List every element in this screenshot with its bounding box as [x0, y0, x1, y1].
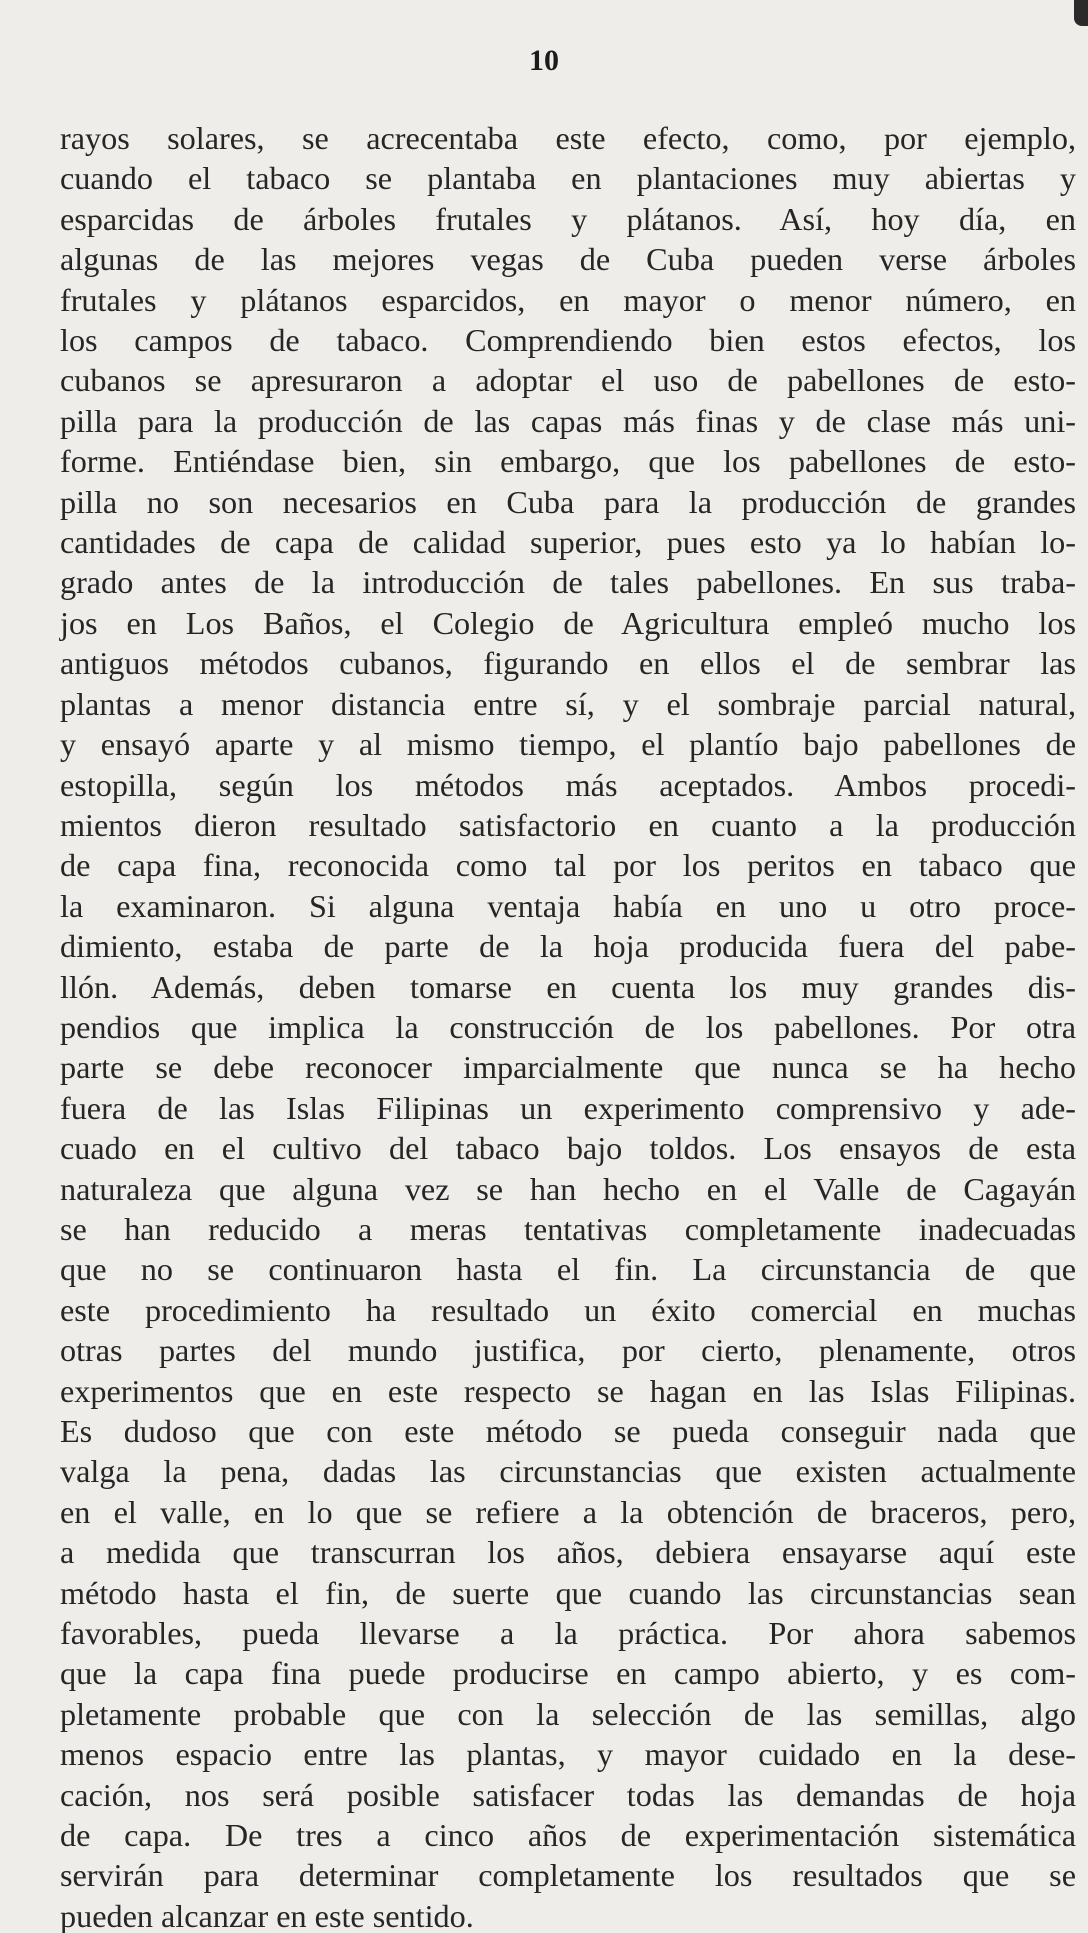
page-edge-shadow — [1074, 0, 1088, 26]
text-line: frutales y plátanos esparcidos, en mayor o menor número, en — [60, 281, 1076, 318]
page-number: 10 — [529, 44, 559, 77]
text-line: cantidades de capa de calidad superior, pues esto ya lo habían lo- — [60, 524, 1076, 561]
text-line: este procedimiento ha resultado un éxito comercial en muchas — [60, 1291, 1076, 1328]
text-line: se han reducido a meras tentativas completamente inadecuadas — [60, 1210, 1076, 1247]
text-line: cación, nos será posible satisfacer todas las demandas de hoja — [60, 1776, 1076, 1813]
text-line: cuado en el cultivo del tabaco bajo toldos. Los ensayos de esta — [60, 1130, 1076, 1167]
text-line: estopilla, según los métodos más aceptados. Ambos procedi- — [60, 766, 1076, 803]
text-line: cubanos se apresuraron a adoptar el uso de pabellones de esto- — [60, 362, 1076, 399]
text-line: valga la pena, dadas las circunstancias que existen actualmente — [60, 1453, 1076, 1490]
text-line: llón. Además, deben tomarse en cuenta los muy grandes dis- — [60, 968, 1076, 1005]
text-line: favorables, pueda llevarse a la práctica. Por ahora sabemos — [60, 1615, 1076, 1652]
text-line: forme. Entiéndase bien, sin embargo, que los pabellones de esto- — [60, 443, 1076, 480]
body-text — [60, 118, 1076, 1933]
text-line-last: pueden alcanzar en este sentido. — [60, 1897, 474, 1933]
text-line: rayos solares, se acrecentaba este efecto, como, por ejemplo, — [60, 120, 1076, 156]
text-line: pendios que implica la construcción de los pabellones. Por otra — [60, 1008, 1076, 1045]
text-line: que no se continuaron hasta el fin. La circunstancia de que — [60, 1251, 1076, 1288]
text-line: método hasta el fin, de suerte que cuando las circunstancias sean — [60, 1574, 1076, 1611]
text-line: servirán para determinar completamente los resultados que se — [60, 1857, 1076, 1894]
text-line: menos espacio entre las plantas, y mayor cuidado en la dese- — [60, 1736, 1076, 1773]
text-line: antiguos métodos cubanos, figurando en ellos el de sembrar las — [60, 645, 1076, 682]
text-line: esparcidas de árboles frutales y plátanos. Así, hoy día, en — [60, 200, 1076, 237]
text-line: los campos de tabaco. Comprendiendo bien estos efectos, los — [60, 322, 1076, 359]
text-line: y ensayó aparte y al mismo tiempo, el plantío bajo pabellones de — [60, 726, 1076, 763]
text-line: pletamente probable que con la selección de las semillas, algo — [60, 1695, 1076, 1732]
text-line: otras partes del mundo justifica, por cierto, plenamente, otros — [60, 1332, 1076, 1369]
text-line: cuando el tabaco se plantaba en plantaciones muy abiertas y — [60, 160, 1076, 197]
text-line: algunas de las mejores vegas de Cuba pueden verse árboles — [60, 241, 1076, 278]
text-line: a medida que transcurran los años, debiera ensayarse aquí este — [60, 1534, 1076, 1571]
text-line: fuera de las Islas Filipinas un experimento comprensivo y ade- — [60, 1089, 1076, 1126]
text-line: plantas a menor distancia entre sí, y el sombraje parcial natural, — [60, 685, 1076, 722]
text-line: la examinaron. Si alguna ventaja había en uno u otro proce- — [60, 887, 1076, 924]
text-line: pilla no son necesarios en Cuba para la producción de grandes — [60, 483, 1076, 520]
text-line: experimentos que en este respecto se hagan en las Islas Filipinas. — [60, 1372, 1076, 1409]
text-line: naturaleza que alguna vez se han hecho en el Valle de Cagayán — [60, 1170, 1076, 1207]
text-line: de capa. De tres a cinco años de experimentación sistemática — [60, 1817, 1076, 1854]
text-line: en el valle, en lo que se refiere a la obtención de braceros, pero, — [60, 1493, 1076, 1530]
text-line: dimiento, estaba de parte de la hoja producida fuera del pabe- — [60, 928, 1076, 965]
text-line: pilla para la producción de las capas más finas y de clase más uni- — [60, 402, 1076, 439]
text-line: parte se debe reconocer imparcialmente que nunca se ha hecho — [60, 1049, 1076, 1086]
text-line: Es dudoso que con este método se pueda conseguir nada que — [60, 1413, 1076, 1449]
text-line: de capa fina, reconocida como tal por los peritos en tabaco que — [60, 847, 1076, 884]
text-line: grado antes de la introducción de tales pabellones. En sus traba- — [60, 564, 1076, 601]
text-line: mientos dieron resultado satisfactorio en cuanto a la producción — [60, 806, 1076, 843]
text-line: jos en Los Baños, el Colegio de Agricultura empleó mucho los — [60, 604, 1076, 641]
text-line: que la capa fina puede producirse en campo abierto, y es com- — [60, 1655, 1076, 1692]
